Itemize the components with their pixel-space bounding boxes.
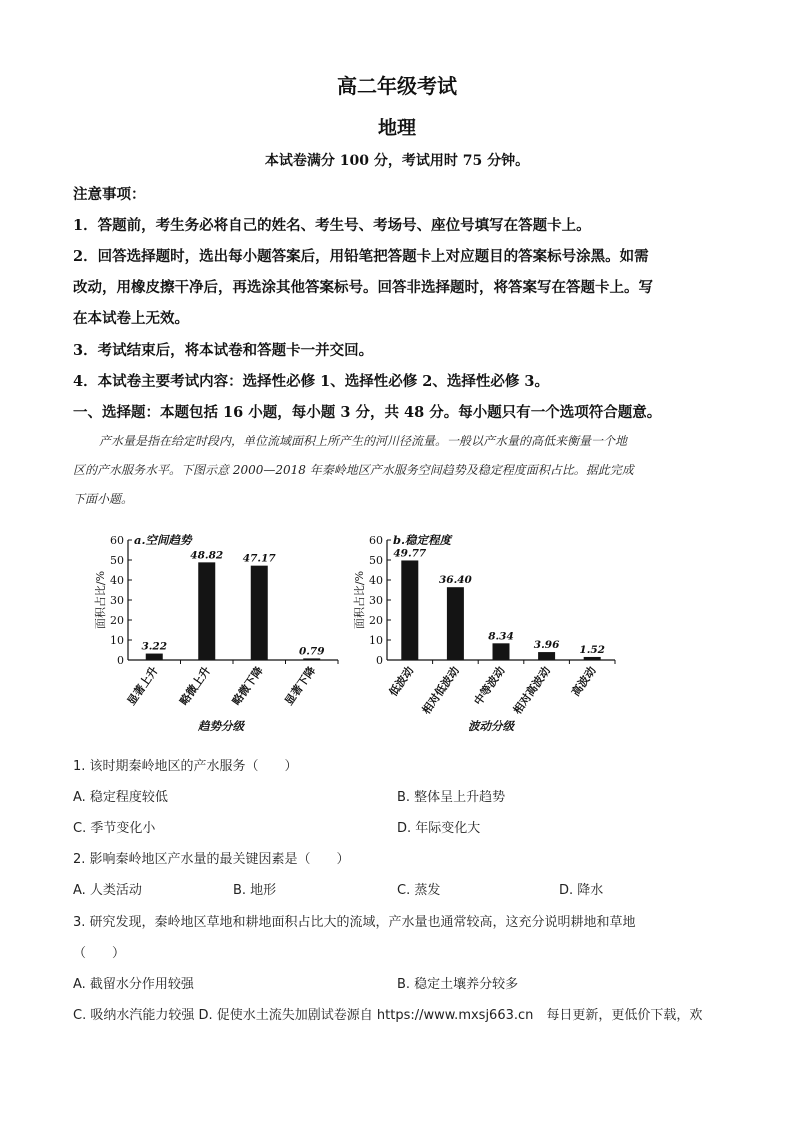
bar-value-label: 1.52 — [579, 643, 605, 656]
subject-title: 地理 — [377, 117, 416, 139]
bar-4 — [538, 652, 555, 660]
y-axis-label: 面积占比/% — [353, 570, 366, 630]
y-axis-label: 面积占比/% — [94, 570, 107, 630]
q1-option-d[interactable]: D. 年际变化大 — [397, 821, 481, 836]
chart-title: a.空间趋势 — [134, 533, 192, 547]
q2-option-a[interactable]: A. 人类活动 — [73, 883, 142, 898]
bar-value-label: 8.34 — [488, 630, 514, 643]
x-tick-label: 显著下降 — [282, 664, 319, 708]
q3-option-a[interactable]: A. 截留水分作用较强 — [73, 977, 194, 992]
x-tick-label: 相对低波动 — [419, 664, 462, 717]
section-heading: 一、选择题：本题包括 16 小题，每小题 3 分，共 48 分。每小题只有一个选项符合题意。 — [73, 404, 662, 421]
exam-info: 本试卷满分 100 分，考试用时 75 分钟。 — [264, 153, 530, 169]
bar-3 — [251, 566, 268, 660]
bar-value-label: 3.96 — [533, 639, 560, 652]
q1-stem: 1. 该时期秦岭地区的产水服务（ ） — [73, 759, 298, 774]
y-tick-label: 40 — [110, 574, 124, 587]
bar-value-label: 36.40 — [438, 574, 472, 587]
material-line-1: 产水量是指在给定时段内，单位流域面积上所产生的河川径流量。一般以产水量的高低来衡量一个地 — [99, 434, 628, 448]
y-tick-label: 40 — [369, 574, 383, 587]
q3-stem-bracket: （ ） — [73, 946, 126, 961]
chart-spatial-trend — [82, 520, 352, 745]
x-axis-label: 波动分级 — [468, 719, 514, 733]
chart-title: b.稳定程度 — [393, 533, 452, 547]
x-tick-label: 低波动 — [386, 664, 417, 699]
bar-2 — [198, 562, 215, 660]
q2-stem: 2. 影响秦岭地区产水量的最关键因素是（ ） — [73, 852, 350, 867]
x-axis-label: 趋势分级 — [198, 719, 244, 733]
notice-line-2c: 在本试卷上无效。 — [73, 310, 189, 327]
q2-option-d[interactable]: D. 降水 — [559, 883, 604, 898]
y-tick-label: 20 — [369, 614, 383, 627]
q3-stem: 3. 研究发现，秦岭地区草地和耕地面积占比大的流域，产水量也通常较高，这充分说明耕地和草地 — [73, 915, 636, 930]
x-tick-label: 略微上升 — [177, 664, 214, 708]
x-tick-label: 高波动 — [569, 664, 599, 699]
bar-value-label: 48.82 — [190, 549, 224, 562]
y-tick-label: 10 — [369, 634, 383, 647]
q1-option-a[interactable]: A. 稳定程度较低 — [73, 790, 168, 805]
y-tick-label: 60 — [369, 534, 383, 547]
bar-1 — [146, 654, 163, 660]
y-tick-label: 50 — [369, 554, 383, 567]
exam-title: 高二年级考试 — [337, 74, 457, 98]
material-line-2: 区的产水服务水平。下图示意 2000—2018 年秦岭地区产水服务空间趋势及稳定程度面积占比。据此完成 — [73, 463, 634, 477]
material-line-3: 下面小题。 — [73, 492, 134, 506]
x-tick-label: 相对高波动 — [510, 664, 554, 717]
notice-line-3: 3．考试结束后，将本试卷和答题卡一并交回。 — [73, 342, 374, 359]
x-tick-label: 略微下降 — [229, 664, 266, 708]
y-tick-label: 0 — [117, 654, 124, 667]
q2-option-b[interactable]: B. 地形 — [233, 883, 277, 898]
bar-2 — [447, 587, 464, 660]
bar-value-label: 47.17 — [242, 552, 276, 565]
notice-line-4: 4．本试卷主要考试内容：选择性必修 1、选择性必修 2、选择性必修 3。 — [73, 373, 549, 390]
y-tick-label: 20 — [110, 614, 124, 627]
bar-value-label: 3.22 — [141, 640, 168, 653]
bar-5 — [584, 657, 601, 660]
q1-option-b[interactable]: B. 整体呈上升趋势 — [397, 790, 506, 805]
q3-option-b[interactable]: B. 稳定土壤养分较多 — [397, 977, 519, 992]
x-tick-label: 显著上升 — [124, 664, 161, 708]
bar-4 — [303, 658, 320, 660]
notice-heading: 注意事项： — [73, 186, 146, 203]
y-tick-label: 50 — [110, 554, 124, 567]
y-tick-label: 10 — [110, 634, 124, 647]
x-tick-label: 中等波动 — [471, 664, 508, 708]
y-tick-label: 60 — [110, 534, 124, 547]
q1-option-c[interactable]: C. 季节变化小 — [73, 821, 156, 836]
y-tick-label: 0 — [376, 654, 383, 667]
notice-line-2b: 改动，用橡皮擦干净后，再选涂其他答案标号。回答非选择题时，将答案写在答题卡上。写 — [73, 279, 653, 296]
bar-value-label: 49.77 — [393, 547, 427, 560]
bar-3 — [493, 643, 510, 660]
bar-1 — [401, 560, 418, 660]
notice-line-1: 1．答题前，考生务必将自己的姓名、考生号、考场号、座位号填写在答题卡上。 — [73, 217, 591, 234]
bar-value-label: 0.79 — [298, 645, 325, 658]
q2-option-c[interactable]: C. 蒸发 — [397, 883, 441, 898]
y-tick-label: 30 — [369, 594, 383, 607]
y-tick-label: 30 — [110, 594, 124, 607]
q3-option-cd[interactable]: C. 吸纳水汽能力较强 D. 促使水土流失加剧试卷源自 https://www.mxsj663.cn 每日更新，更低价下载，欢 — [73, 1008, 703, 1023]
chart-stability — [345, 520, 630, 745]
notice-line-2a: 2．回答选择题时，选出每小题答案后，用铅笔把答题卡上对应题目的答案标号涂黑。如需 — [73, 248, 649, 265]
